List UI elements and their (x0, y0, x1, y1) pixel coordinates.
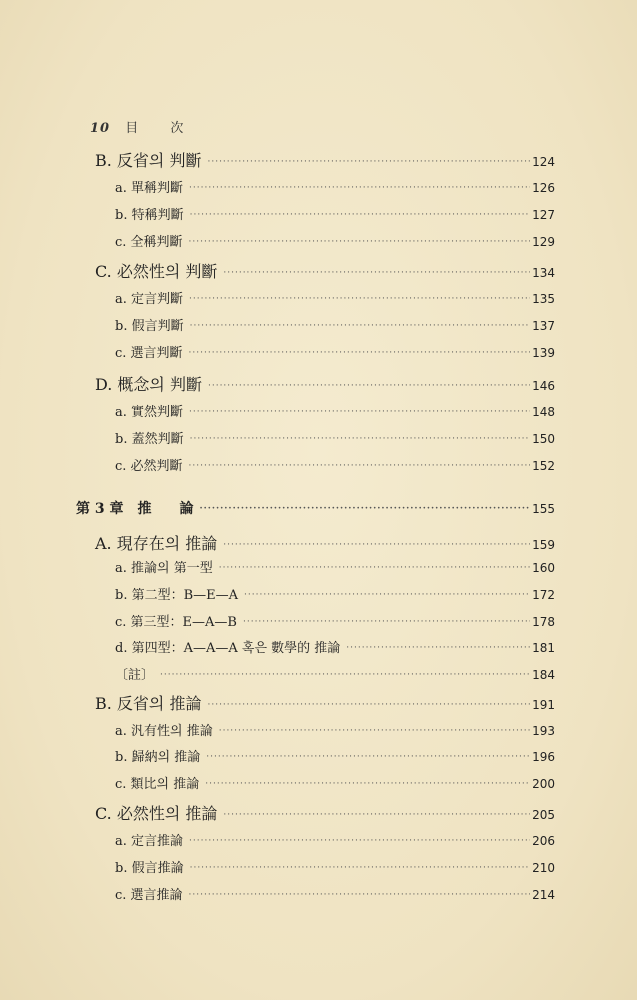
dot-leader (190, 863, 531, 873)
dot-leader (223, 810, 530, 820)
toc-entry-label: B. 反省의 判斷 (95, 151, 202, 170)
dot-leader (189, 348, 531, 358)
toc-entry (115, 830, 555, 849)
toc-entry-label: c. 第三型：E—A—B (115, 615, 237, 630)
toc-entry-page-number: 193 (532, 724, 555, 738)
toc-entry-page-number: 134 (532, 266, 555, 280)
toc-entry-label: a. 定言推論 (115, 834, 184, 849)
dot-leader (189, 183, 530, 193)
toc-entry (115, 288, 555, 307)
toc-entry-label: c. 選言推論 (115, 888, 183, 903)
toc-entry-label: b. 假言判斷 (115, 319, 184, 334)
toc-entry-page-number: 135 (532, 292, 555, 306)
dot-leader (223, 540, 530, 550)
toc-entry (95, 801, 555, 824)
dot-leader (190, 210, 531, 220)
toc-entry-page-number: 178 (532, 615, 555, 629)
toc-entry-label: C. 必然性의 推論 (95, 804, 218, 823)
toc-entry-page-number: 205 (532, 808, 555, 822)
toc-entry-page-number: 214 (532, 888, 555, 902)
dot-leader (189, 836, 530, 846)
toc-entry-label: a. 推論의 第一型 (115, 561, 213, 576)
toc-entry (115, 664, 555, 683)
dot-leader (207, 157, 530, 167)
toc-entry (115, 884, 555, 903)
running-head-title: 目 次 (125, 121, 198, 136)
dot-leader (207, 700, 530, 710)
toc-entry (115, 204, 555, 223)
dot-leader (219, 726, 530, 736)
toc-entry (115, 584, 555, 603)
toc-entry (115, 315, 555, 334)
toc-entry-page-number: 155 (532, 502, 555, 516)
toc-entry (95, 691, 555, 714)
toc-entry-page-number: 152 (532, 459, 555, 473)
toc-entry (115, 428, 555, 447)
toc-entry-label: C. 必然性의 判斷 (95, 262, 218, 281)
toc-entry-page-number: 196 (532, 750, 555, 764)
dot-leader (200, 504, 531, 514)
toc-entry-label: c. 必然判斷 (115, 459, 183, 474)
running-head-page-number: 10 (90, 121, 111, 136)
toc-entry-label: D. 概念의 判斷 (95, 375, 202, 394)
toc-entry-label: a. 單稱判斷 (115, 181, 184, 196)
dot-leader (189, 237, 531, 247)
toc-entry-label: a. 定言判斷 (115, 292, 184, 307)
running-head (90, 117, 197, 136)
toc-entry-page-number: 159 (532, 538, 555, 552)
toc-entry-page-number: 139 (532, 346, 555, 360)
toc-entry-label: b. 假言推論 (115, 861, 184, 876)
toc-entry-page-number: 148 (532, 405, 555, 419)
dot-leader (244, 590, 530, 600)
dot-leader (189, 294, 530, 304)
dot-leader (189, 407, 530, 417)
toc-entry-label: b. 蓋然判斷 (115, 432, 184, 447)
toc-entry-page-number: 191 (532, 698, 555, 712)
dot-leader (189, 461, 531, 471)
toc-entry-page-number: 181 (532, 641, 555, 655)
toc-entry-label: A. 現存在의 推論 (95, 534, 218, 553)
toc-entry (115, 342, 555, 361)
dot-leader (243, 617, 530, 627)
toc-entry-label: c. 選言判斷 (115, 346, 183, 361)
toc-entry (115, 231, 555, 250)
toc-entry-label: a. 汎有性의 推論 (115, 724, 213, 739)
toc-entry-label: b. 第二型：B—E—A (115, 588, 239, 603)
toc-entry-label: c. 全稱判斷 (115, 235, 183, 250)
toc-entry (115, 557, 555, 576)
dot-leader (208, 381, 530, 391)
toc-entry (115, 401, 555, 420)
toc-entry (115, 455, 555, 474)
toc-entry-page-number: 210 (532, 861, 555, 875)
toc-entry-page-number: 150 (532, 432, 555, 446)
toc-entry (115, 720, 555, 739)
toc-entry-label: c. 類比의 推論 (115, 777, 200, 792)
toc-entry (115, 746, 555, 765)
toc-entry-page-number: 200 (532, 777, 555, 791)
toc-entry-page-number: 160 (532, 561, 555, 575)
dot-leader (206, 752, 530, 762)
toc-entry-label: 第 3 章 推 論 (76, 501, 194, 517)
toc-entry-page-number: 126 (532, 181, 555, 195)
toc-entry (95, 372, 555, 395)
toc-entry-label: b. 歸納의 推論 (115, 750, 201, 765)
toc-entry-page-number: 184 (532, 668, 555, 682)
toc-entry (115, 857, 555, 876)
toc-entry (76, 498, 555, 518)
dot-leader (160, 670, 530, 680)
toc-entry-page-number: 137 (532, 319, 555, 333)
toc-entry-page-number: 206 (532, 834, 555, 848)
toc-entry (95, 148, 555, 171)
dot-leader (219, 563, 530, 573)
toc-entry (95, 531, 555, 554)
toc-entry-page-number: 129 (532, 235, 555, 249)
toc-entry-page-number: 172 (532, 588, 555, 602)
toc-entry-label: a. 實然判斷 (115, 405, 184, 420)
dot-leader (190, 321, 531, 331)
toc-entry (115, 773, 555, 792)
toc-entry (115, 177, 555, 196)
dot-leader (190, 434, 531, 444)
dot-leader (189, 890, 531, 900)
toc-entry (95, 259, 555, 282)
dot-leader (223, 268, 530, 278)
toc-entry-label: 〔註〕 (115, 668, 155, 683)
toc-entry-label: B. 反省의 推論 (95, 694, 202, 713)
toc-entry-label: d. 第四型：A—A—A 혹은 數學的 推論 (115, 641, 341, 656)
toc-entry-page-number: 124 (532, 155, 555, 169)
toc-entry-page-number: 146 (532, 379, 555, 393)
toc-entry (115, 611, 555, 630)
toc-entry-page-number: 127 (532, 208, 555, 222)
dot-leader (346, 643, 530, 653)
toc-entry-label: b. 特稱判斷 (115, 208, 184, 223)
toc-entry (115, 637, 555, 656)
dot-leader (205, 779, 530, 789)
